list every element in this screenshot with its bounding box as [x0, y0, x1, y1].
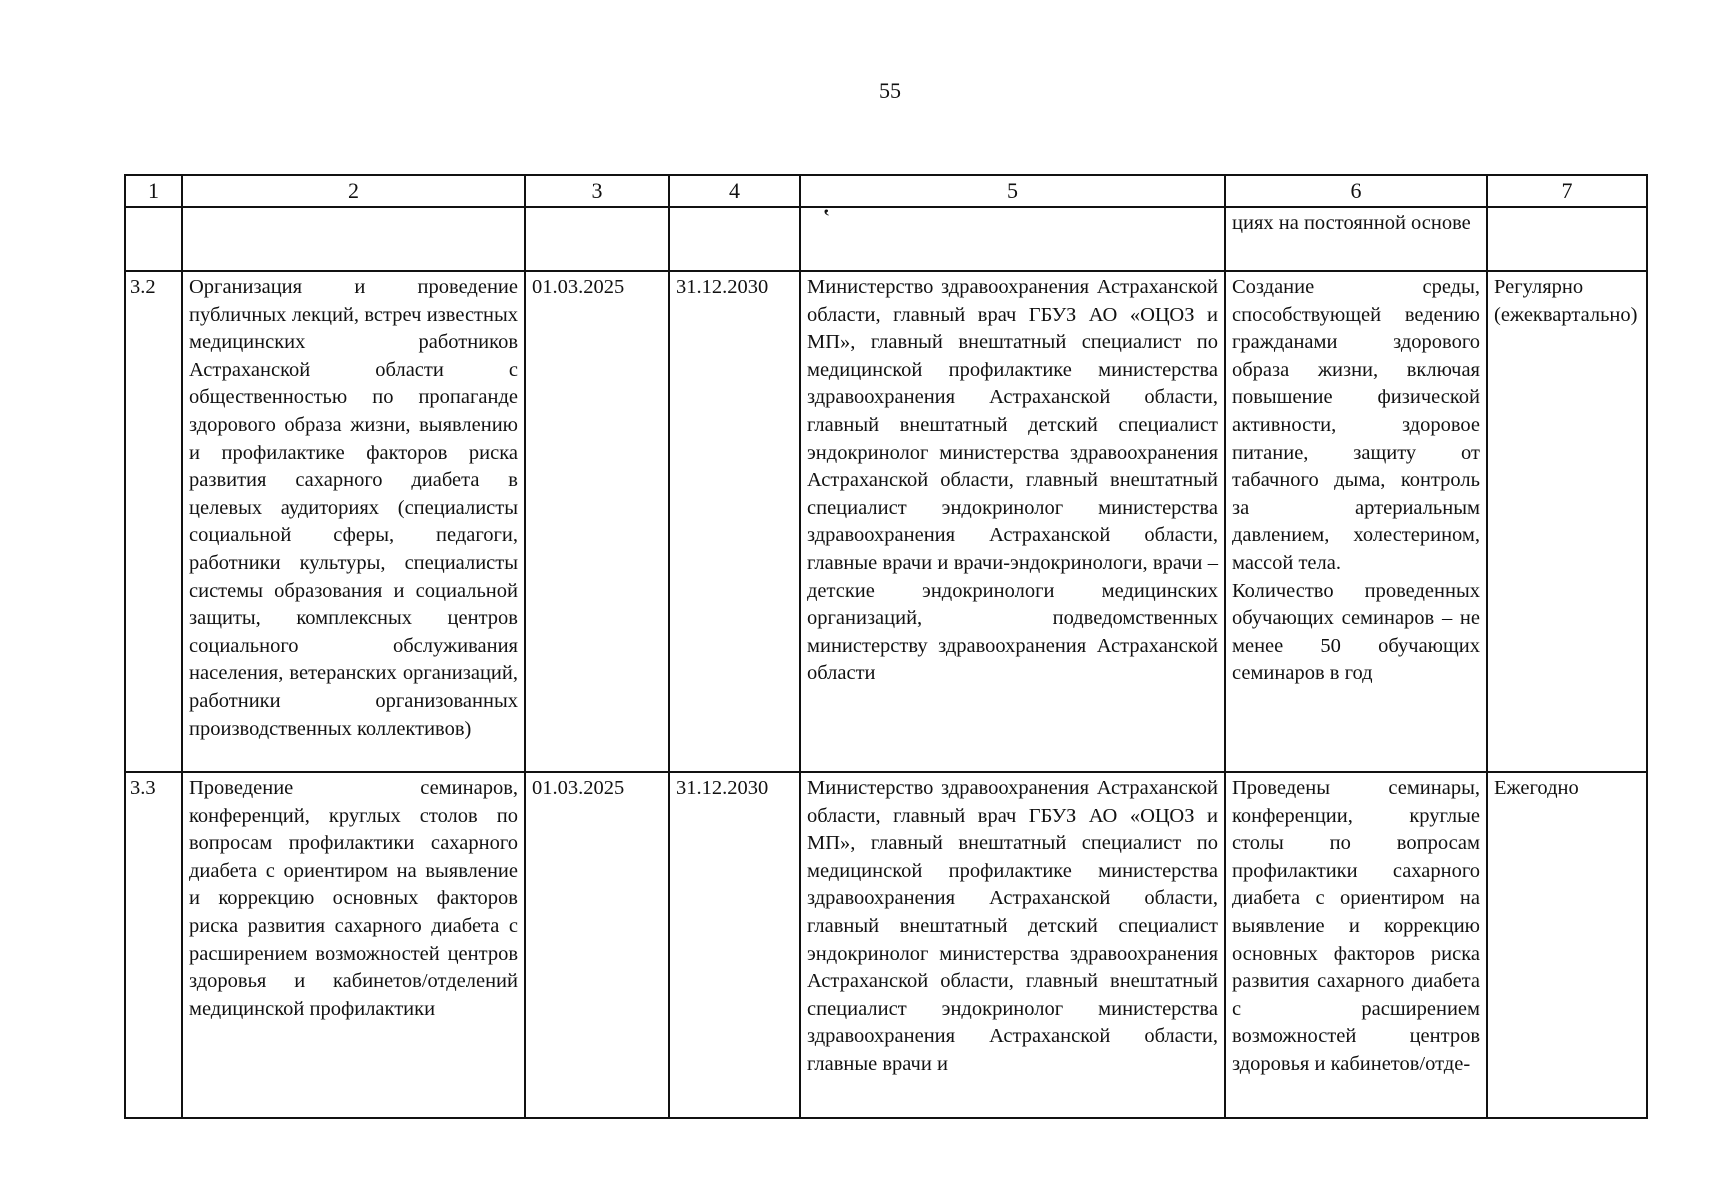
responsible-cell: Министерство здравоохранения Астраханской области, главный врач ГБУЗ АО «ОЦОЗ и МП», главный внештатный специалист по медицинской профилактике министерства здравоохранения Астраханской области, главный внештатный детский специалист эндокринолог министерства здравоохранения Астраханской области, главный внештатный специалист эндокринолог министерства здравоохранения Астраханской области, главные врачи и [800, 772, 1225, 1118]
cont-end-cell [669, 207, 800, 271]
end-date-cell: 31.12.2030 [669, 271, 800, 772]
cont-responsible-cell [800, 207, 1225, 271]
table-row [125, 772, 1647, 1118]
header-col-5: 5 [800, 175, 1225, 207]
frequency-cell: Регулярно (ежеквартально) [1487, 271, 1647, 772]
result-paragraph: Создание среды, способствующей ведению гражданами здорового образа жизни, включая повышение физической активности, здоровое питание, защиту от табачного дыма, контроль за артериальным давлением, холестерином, массой тела. [1232, 276, 1480, 574]
result-paragraph: Количество проведенных обучающих семинаров – не менее 50 обучающих семинаров в год [1232, 579, 1480, 685]
table-row [125, 271, 1647, 772]
continuation-row [125, 207, 1647, 271]
header-row [125, 175, 1647, 207]
row-number: 3.3 [125, 772, 182, 1118]
result-cell: Проведены семинары, конференции, круглые столы по вопросам профилактики сахарного диабета с ориентиром на выявление и коррекцию основных факторов риска развития сахарного диабета с расширением возможностей центров здоровья и кабинетов/отде- [1225, 772, 1487, 1118]
cont-activity-cell [182, 207, 525, 271]
cont-start-cell [525, 207, 669, 271]
header-col-6: 6 [1225, 175, 1487, 207]
responsible-cell: Министерство здравоохранения Астраханской области, главный врач ГБУЗ АО «ОЦОЗ и МП», главный внештатный специалист по медицинской профилактике министерства здравоохранения Астраханской области, главный внештатный детский специалист эндокринолог министерства здравоохранения Астраханской области, главный внештатный специалист эндокринолог министерства здравоохранения Астраханской области, главные врачи и врачи-эндокринологи, врачи – детские эндокринологи медицинских организаций, подведомственных министерству здравоохранения Астраханской области [800, 271, 1225, 772]
header-col-1: 1 [125, 175, 182, 207]
result-cell [1225, 271, 1487, 772]
measures-table [124, 174, 1648, 1119]
row-number: 3.2 [125, 271, 182, 772]
header-col-4: 4 [669, 175, 800, 207]
start-date-cell: 01.03.2025 [525, 271, 669, 772]
page-number: 55 [879, 78, 901, 103]
start-date-cell: 01.03.2025 [525, 772, 669, 1118]
header-col-2: 2 [182, 175, 525, 207]
frequency-cell: Ежегодно [1487, 772, 1647, 1118]
header-col-7: 7 [1487, 175, 1647, 207]
activity-cell: Организация и проведение публичных лекций, встреч известных медицинских работников Астраханской области с общественностью по пропаганде здорового образа жизни, выявлению и профилактике факторов риска развития сахарного диабета в целевых аудиториях (специалисты социальной сферы, педагоги, работники культуры, специалисты системы образования и социальной защиты, комплексных центров социального обслуживания населения, ветеранских организаций, работники организованных производственных коллективов) [182, 271, 525, 772]
end-date-cell: 31.12.2030 [669, 772, 800, 1118]
stray-mark: ʽ [823, 207, 830, 228]
header-col-3: 3 [525, 175, 669, 207]
cont-result-cell: циях на постоянной основе [1225, 207, 1487, 271]
cont-num-cell [125, 207, 182, 271]
cont-frequency-cell [1487, 207, 1647, 271]
activity-cell: Проведение семинаров, конференций, круглых столов по вопросам профилактики сахарного диабета с ориентиром на выявление и коррекцию основных факторов риска развития сахарного диабета с расширением возможностей центров здоровья и кабинетов/отделений медицинской профилактики [182, 772, 525, 1118]
